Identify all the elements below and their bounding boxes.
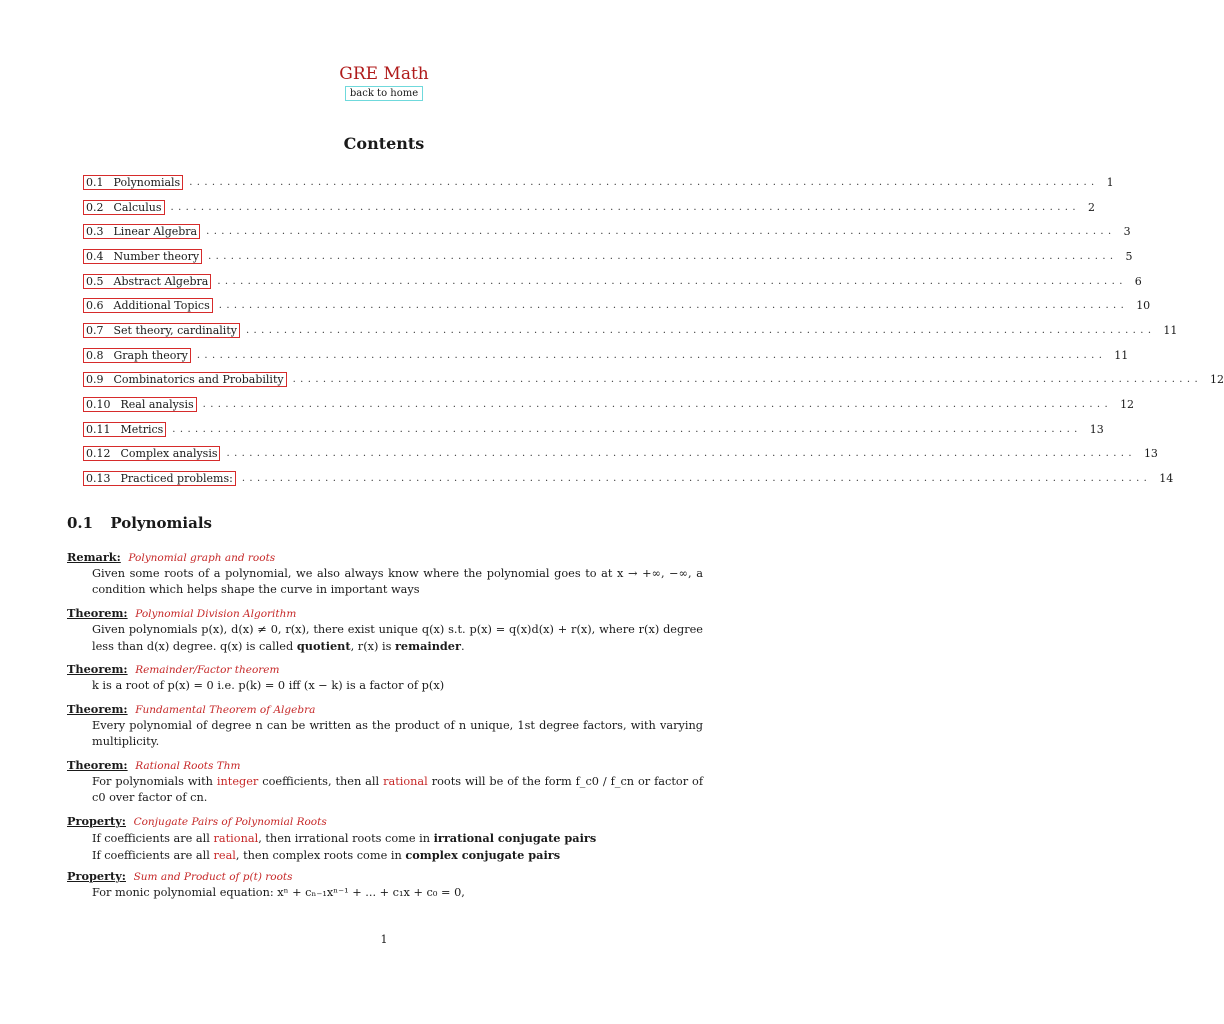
toc-entry-link[interactable]: [83, 471, 236, 486]
toc-entry-number: 0.2: [86, 200, 104, 214]
text-segment: , then complex roots come in: [235, 849, 406, 862]
toc-entry-label: Real analysis: [120, 398, 194, 412]
block-body-line-1: [67, 830, 703, 847]
toc-entry: [83, 442, 1158, 467]
text-segment: coefficients, then all: [258, 775, 384, 788]
block-body: k is a root of p(x) = 0 i.e. p(k) = 0 iff (x − k) is a factor of p(x): [92, 679, 445, 692]
toc-leader-dots: ........................................................................................................................: [226, 448, 1136, 460]
toc-entry-label: Practiced problems:: [120, 472, 233, 486]
toc-entry-page: 5: [1125, 249, 1133, 263]
rational-term: rational: [213, 832, 259, 845]
block-tag: Remainder/Factor theorem: [135, 664, 280, 676]
toc-entry: [83, 293, 1151, 318]
text-segment: , then irrational roots come in: [258, 832, 434, 845]
toc-entry-link[interactable]: [83, 224, 200, 239]
text-segment: , r(x) is: [350, 640, 395, 653]
complex-pairs-term: complex conjugate pairs: [405, 848, 561, 862]
block-label: Theorem:: [67, 662, 128, 676]
toc-entry-link[interactable]: [83, 348, 191, 363]
toc-entry-label: Set theory, cardinality: [113, 323, 237, 337]
toc-entry-page: 11: [1114, 348, 1129, 362]
fundamental-theorem-block: [67, 701, 703, 750]
toc-leader-dots: ........................................................................................................................: [202, 399, 1113, 411]
toc-entry-number: 0.3: [86, 225, 104, 239]
toc-entry-page: 12: [1210, 373, 1224, 387]
factor-theorem-block: [67, 661, 703, 694]
toc-leader-dots: ........................................................................................................................: [245, 324, 1156, 336]
toc-entry-number: 0.5: [86, 274, 104, 288]
toc-entry-number: 0.1: [86, 175, 104, 189]
block-body: [67, 774, 703, 806]
section-heading: [67, 514, 212, 532]
block-tag: Conjugate Pairs of Polynomial Roots: [133, 816, 327, 828]
toc-leader-dots: ........................................................................................................................: [217, 275, 1127, 287]
toc-entry-link[interactable]: [83, 323, 240, 338]
rational-term: rational: [383, 775, 428, 788]
toc-entry-number: 0.10: [86, 398, 111, 412]
toc-entry-page: 2: [1087, 200, 1095, 214]
quotient-term: quotient: [296, 639, 351, 653]
block-body: Every polynomial of degree n can be written as the product of n unique, 1st degree factors, with varying multiplicity.: [92, 719, 703, 748]
remainder-term: remainder: [394, 639, 461, 653]
toc-entry: [83, 219, 1131, 244]
toc-entry-page: 3: [1123, 225, 1131, 239]
page-number: 1: [380, 933, 388, 946]
toc-entry-label: Combinatorics and Probability: [113, 373, 284, 387]
toc-entry-number: 0.13: [86, 472, 111, 486]
toc-leader-dots: ........................................................................................................................: [241, 473, 1152, 485]
toc-entry-link[interactable]: [83, 175, 183, 190]
toc-entry-number: 0.12: [86, 447, 111, 461]
toc-leader-dots: ........................................................................................................................: [170, 201, 1080, 213]
toc-entry-label: Abstract Algebra: [113, 274, 209, 288]
block-label: Theorem:: [67, 702, 128, 716]
text-segment: For polynomials with: [92, 775, 217, 788]
toc-entry-number: 0.9: [86, 373, 104, 387]
toc-leader-dots: ........................................................................................................................: [218, 300, 1129, 312]
division-theorem-block: [67, 605, 703, 655]
toc-entry-page: 1: [1106, 175, 1114, 189]
block-body: For monic polynomial equation: xⁿ + cₙ₋₁xⁿ⁻¹ + ... + c₁x + c₀ = 0,: [92, 886, 465, 899]
toc-entry-label: Polynomials: [113, 175, 181, 189]
toc-entry-link[interactable]: [83, 274, 211, 289]
block-tag: Polynomial graph and roots: [128, 552, 276, 564]
integer-term: integer: [216, 775, 259, 788]
toc-entry-page: 10: [1136, 299, 1151, 313]
text-segment: If coefficients are all: [92, 832, 214, 845]
contents-heading: Contents: [343, 134, 425, 153]
toc-entry: [83, 343, 1129, 368]
toc-entry-label: Complex analysis: [120, 447, 218, 461]
toc-entry-page: 13: [1143, 447, 1158, 461]
toc-entry: [83, 170, 1114, 195]
toc-entry-number: 0.7: [86, 323, 104, 337]
section-number: 0.1: [67, 514, 94, 532]
section-title: Polynomials: [110, 514, 212, 532]
block-label: Theorem:: [67, 758, 128, 772]
toc-entry-page: 11: [1163, 323, 1178, 337]
toc-entry-label: Number theory: [113, 249, 200, 263]
toc-entry-page: 13: [1089, 422, 1104, 436]
toc-entry: [83, 269, 1142, 294]
rational-roots-block: [67, 757, 703, 806]
toc-entry-number: 0.8: [86, 348, 104, 362]
sum-product-block: [67, 868, 703, 901]
block-tag: Polynomial Division Algorithm: [135, 608, 297, 620]
block-label: Property:: [67, 869, 126, 883]
document-title: GRE Math: [339, 64, 429, 84]
toc-entry: [83, 368, 1224, 393]
toc-entry-link[interactable]: [83, 249, 202, 264]
toc-entry-page: 14: [1159, 472, 1174, 486]
toc-entry-label: Metrics: [120, 422, 164, 436]
text-segment: If coefficients are all: [92, 849, 214, 862]
toc-entry-label: Linear Algebra: [113, 225, 198, 239]
remark-block: [67, 549, 703, 598]
toc-leader-dots: ........................................................................................................................: [292, 374, 1203, 386]
toc-entry-link[interactable]: [83, 446, 220, 461]
toc-leader-dots: ........................................................................................................................: [208, 250, 1118, 262]
irrational-pairs-term: irrational conjugate pairs: [433, 831, 597, 845]
toc-entry: [83, 466, 1174, 491]
toc-entry-number: 0.11: [86, 422, 111, 436]
toc-entry-link[interactable]: [83, 397, 197, 412]
text-segment: .: [460, 640, 465, 653]
block-label: Property:: [67, 814, 126, 828]
block-tag: Fundamental Theorem of Algebra: [135, 704, 316, 716]
text-segment: Given polynomials p(x), d(x) ≠ 0, r(x), there exist unique q(x) s.t. p(x) = q(x)d(x) + r(x), where r(x) degree less than d(x) degree. q(x) is called: [92, 623, 703, 653]
toc-entry-link[interactable]: [83, 372, 287, 387]
back-to-home-link[interactable]: back to home: [345, 86, 423, 101]
block-body: [67, 622, 703, 655]
real-term: real: [213, 849, 236, 862]
toc-leader-dots: ........................................................................................................................: [172, 423, 1082, 435]
toc-entry: [83, 195, 1095, 220]
block-tag: Rational Roots Thm: [135, 760, 241, 772]
toc-entry-number: 0.4: [86, 249, 104, 263]
toc-entry-link[interactable]: [83, 298, 213, 313]
block-label: Theorem:: [67, 606, 128, 620]
conjugate-pairs-block: [67, 813, 703, 864]
toc-entry-link[interactable]: [83, 200, 165, 215]
table-of-contents: [83, 170, 1224, 491]
toc-entry-number: 0.6: [86, 299, 104, 313]
toc-entry: [83, 417, 1104, 442]
toc-entry: [83, 392, 1135, 417]
toc-entry-label: Graph theory: [113, 348, 188, 362]
text-segment: roots will be of the form f_c0 / f_cn or factor of c0 over factor of cn.: [92, 775, 704, 804]
toc-leader-dots: ........................................................................................................................: [196, 349, 1107, 361]
toc-entry-page: 6: [1134, 274, 1142, 288]
toc-entry-page: 12: [1120, 398, 1135, 412]
toc-entry: [83, 318, 1178, 343]
toc-entry-link[interactable]: [83, 422, 166, 437]
toc-leader-dots: ........................................................................................................................: [206, 226, 1116, 238]
block-body: Given some roots of a polynomial, we also always know where the polynomial goes to at x → +∞, −∞, a condition which helps shape the curve in important ways: [92, 567, 703, 596]
block-tag: Sum and Product of p(t) roots: [133, 871, 293, 883]
toc-entry-label: Calculus: [113, 200, 162, 214]
block-label: Remark:: [67, 550, 121, 564]
toc-leader-dots: ........................................................................................................................: [189, 176, 1099, 188]
toc-entry: [83, 244, 1133, 269]
block-body-line-2: [67, 847, 703, 864]
toc-entry-label: Additional Topics: [113, 299, 210, 313]
